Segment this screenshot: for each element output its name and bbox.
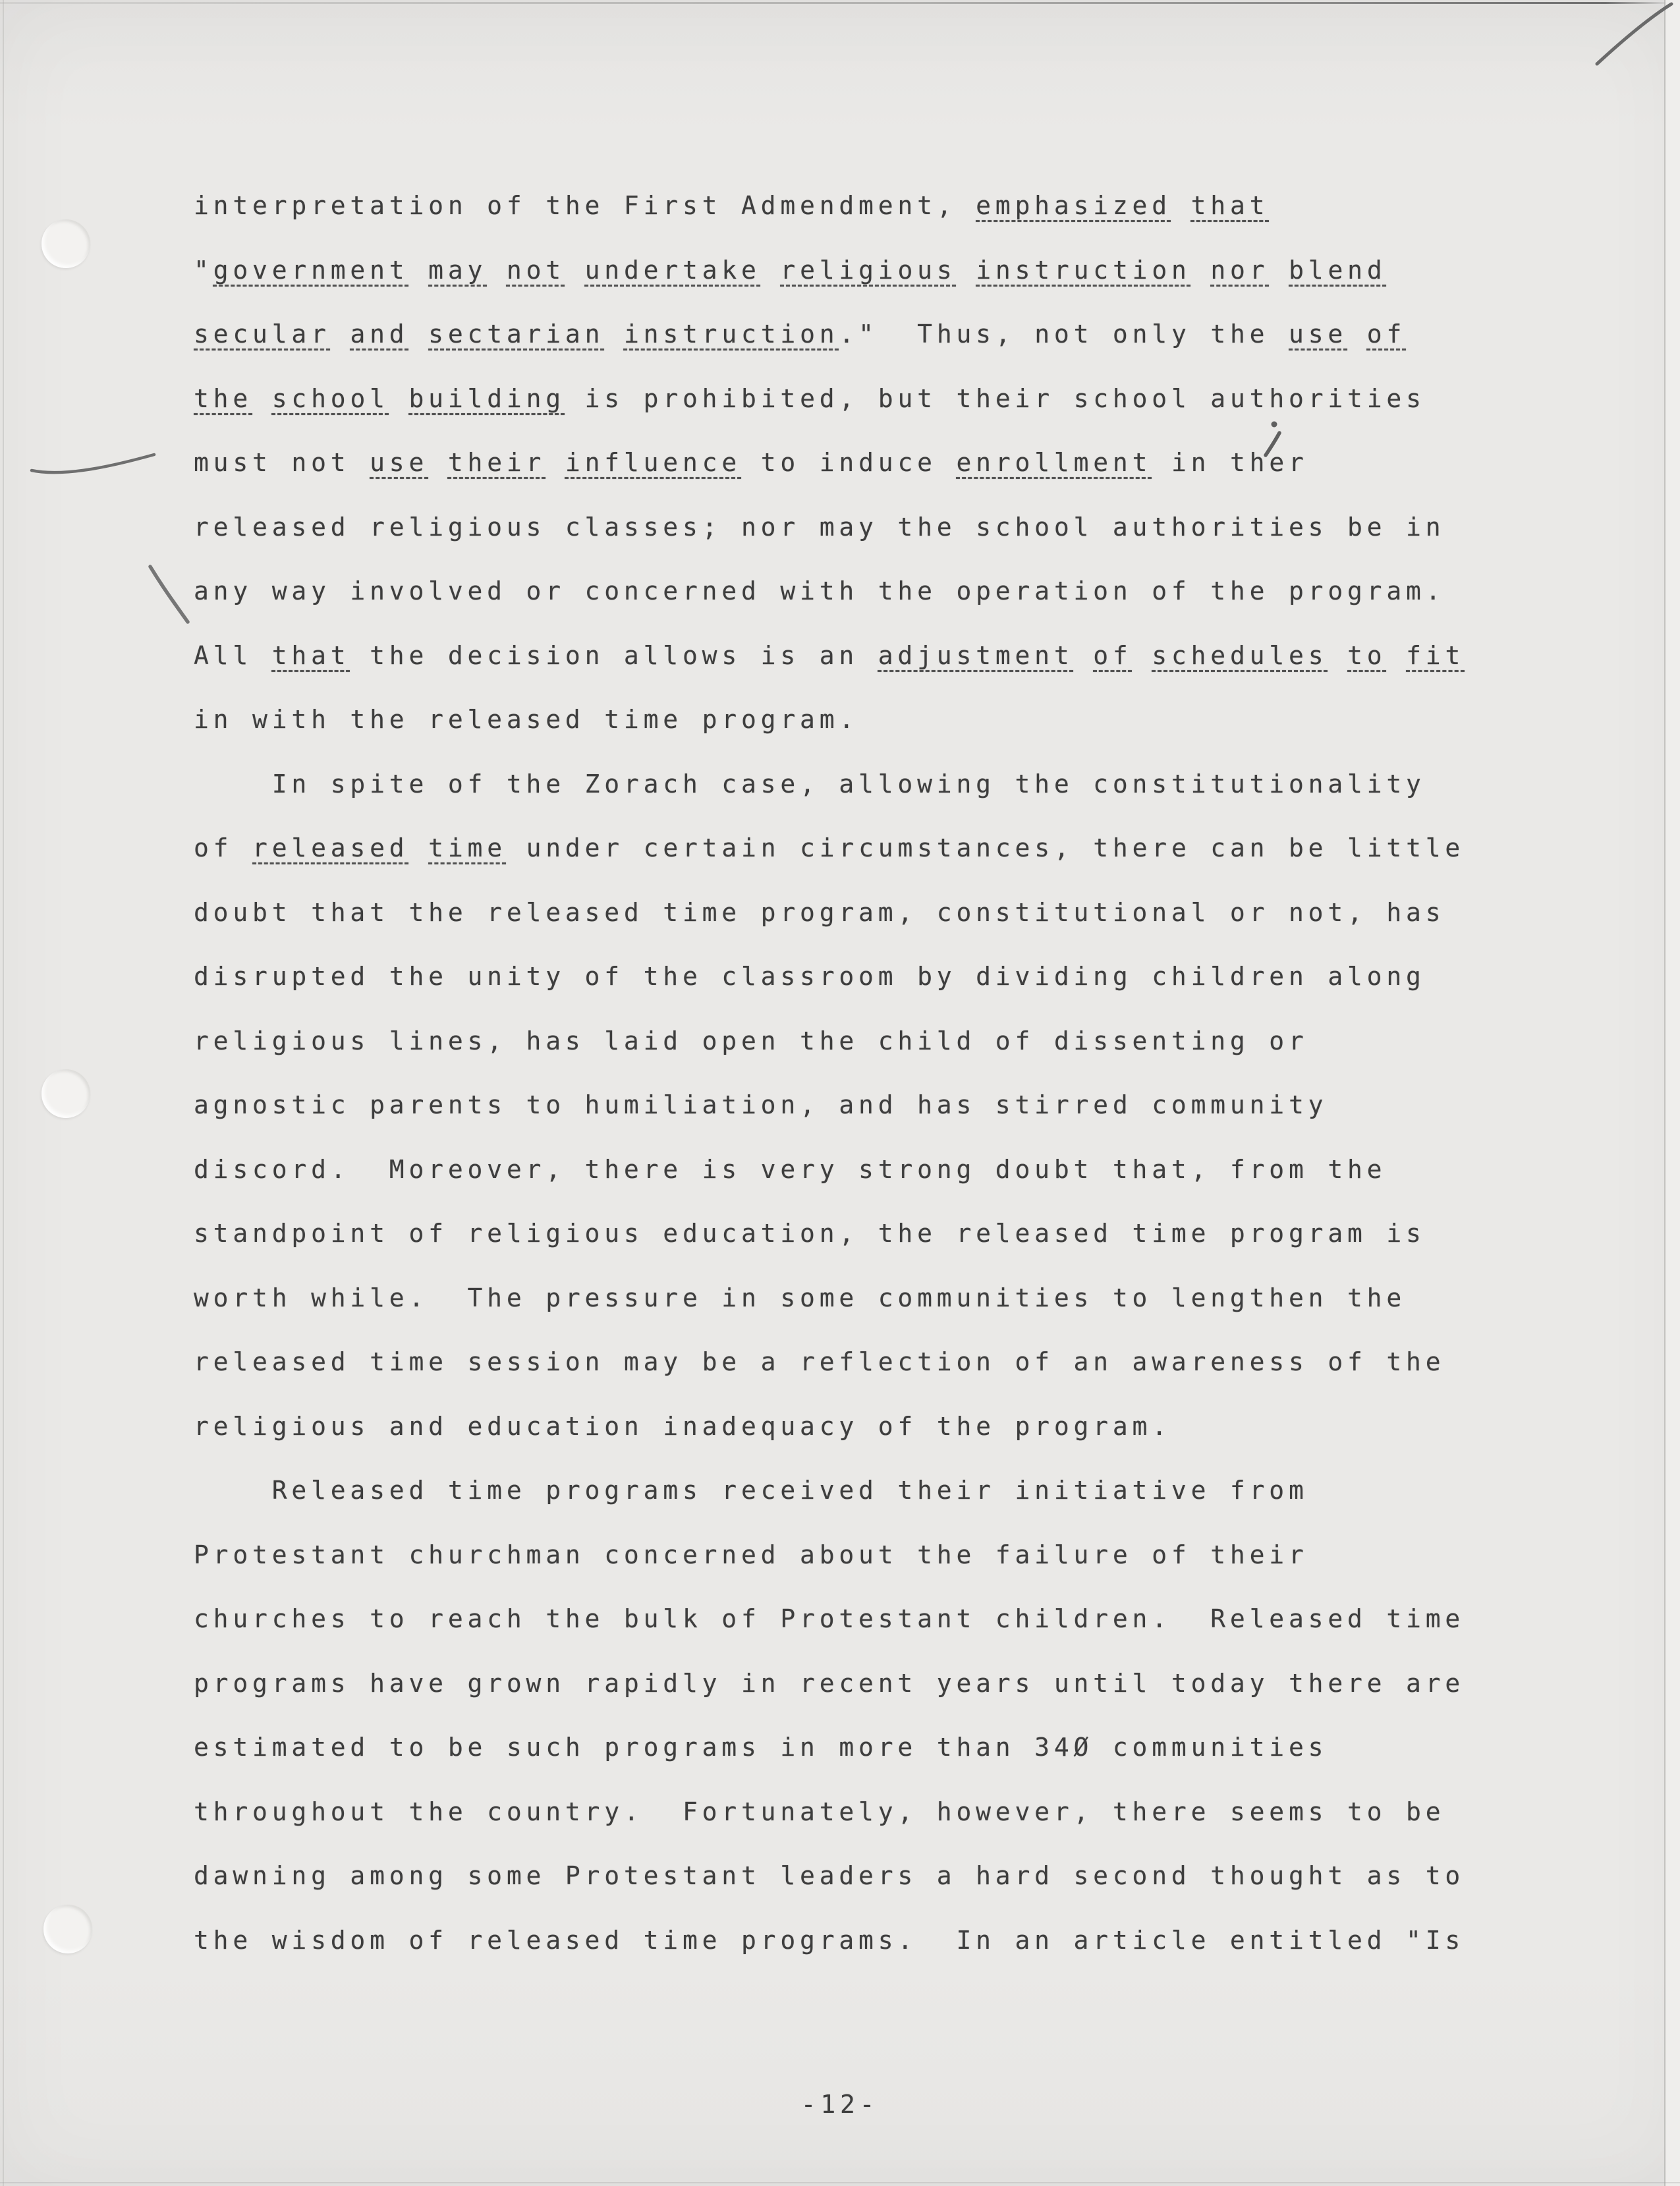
underlined-text-segment: not [506, 255, 565, 285]
typed-line [194, 1716, 1465, 1780]
text-segment [428, 448, 448, 477]
underlined-text-segment: may [428, 255, 488, 285]
text-segment: disrupted the unity of the classroom by dividing children along [194, 962, 1426, 991]
underlined-text-segment: released [252, 833, 409, 862]
scan-right-margin [1666, 0, 1680, 2186]
text-segment [408, 320, 428, 349]
typed-line [194, 688, 1465, 752]
text-segment: religious and education inadequacy of the program. [194, 1411, 1171, 1441]
text-segment: Released time programs received their initiative from [194, 1476, 1308, 1505]
text-segment [252, 384, 272, 413]
underlined-text-segment: to [1347, 640, 1387, 670]
text-segment [1133, 641, 1152, 670]
text-segment: All [194, 640, 272, 670]
underlined-text-segment: blend [1289, 255, 1387, 285]
text-segment: any way involved or concerned with the operation of the program. [194, 576, 1445, 605]
typed-line [194, 1909, 1465, 1973]
text-segment: the decision allows is an [350, 640, 878, 670]
text-segment: worth while. The pressure in some communities to lengthen the [194, 1283, 1407, 1312]
page-top-edge-shadow [0, 2, 1672, 4]
pencil-backslash-mark [150, 567, 188, 622]
text-segment: of [194, 833, 253, 862]
text-segment [565, 256, 585, 285]
typed-line [194, 174, 1465, 238]
typed-line [194, 495, 1465, 560]
underlined-text-segment: instruction [623, 320, 839, 349]
pencil-dash-mark [32, 455, 154, 472]
punch-hole-bottom [43, 1905, 92, 1953]
underlined-text-segment: the [194, 383, 253, 413]
typed-line [194, 1330, 1465, 1395]
typed-line [194, 1009, 1465, 1074]
text-segment [408, 256, 428, 285]
underlined-text-segment: schedules [1152, 640, 1328, 670]
underlined-text-segment: religious [780, 255, 957, 285]
text-segment: the wisdom of released time programs. In an article entitled "Is [194, 1925, 1465, 1955]
typed-line [194, 431, 1465, 495]
underlined-text-segment: school [271, 383, 389, 413]
typed-line [194, 1844, 1465, 1909]
typed-line [194, 367, 1465, 432]
underlined-text-segment: time [428, 833, 507, 862]
typed-line [194, 1073, 1465, 1138]
text-segment [1171, 191, 1191, 220]
text-segment: dawning among some Protestant leaders a hard second thought as to [194, 1861, 1465, 1890]
text-segment [331, 320, 350, 349]
underlined-text-segment: fit [1406, 640, 1465, 670]
text-segment [761, 256, 781, 285]
text-segment: estimated to be such programs in more than 34Ø communities [194, 1733, 1328, 1762]
text-segment [1074, 641, 1094, 670]
text-segment [957, 256, 976, 285]
text-segment [1269, 256, 1289, 285]
page-number: -12- [800, 2090, 880, 2119]
page-bottom-edge-shadow [0, 2182, 1680, 2183]
typed-line [194, 624, 1465, 688]
text-segment: standpoint of religious education, the released time program is [194, 1219, 1426, 1248]
typed-line [194, 816, 1465, 881]
underlined-text-segment: building [408, 383, 565, 413]
underlined-text-segment: instruction [976, 255, 1191, 285]
typed-line [194, 1652, 1465, 1716]
text-segment: religious lines, has laid open the child of dissenting or [194, 1026, 1308, 1055]
underlined-text-segment: secular [194, 320, 331, 349]
text-segment: ." Thus, not only the [839, 320, 1289, 349]
underlined-text-segment: of [1366, 320, 1407, 349]
text-segment: released religious classes; nor may the school authorities be in [194, 512, 1445, 542]
typed-line [194, 1395, 1465, 1459]
text-segment [389, 384, 409, 413]
underlined-text-segment: use [1289, 320, 1348, 349]
text-segment: throughout the country. Fortunately, however, there seems to be [194, 1797, 1445, 1826]
underlined-text-segment: and [350, 320, 409, 349]
text-segment: interpretation of the First Admendment, [194, 191, 976, 220]
underlined-text-segment: nor [1210, 255, 1270, 285]
typed-line [194, 1266, 1465, 1331]
text-segment: agnostic parents to humiliation, and has stirred community [194, 1090, 1328, 1119]
text-segment: doubt that the released time program, constitutional or not, has [194, 897, 1445, 927]
underlined-text-segment: influence [565, 448, 742, 477]
underlined-text-segment: undertake [584, 255, 761, 285]
text-segment: programs have grown rapidly in recent years until today there are [194, 1668, 1465, 1698]
text-segment [487, 256, 507, 285]
typed-line [194, 1459, 1465, 1523]
underlined-text-segment: sectarian [428, 320, 605, 349]
typed-line [194, 1202, 1465, 1266]
text-segment: churches to reach the bulk of Protestant children. Released time [194, 1604, 1465, 1633]
text-segment: under certain circumstances, there can be little [506, 833, 1465, 862]
underlined-text-segment: adjustment [878, 640, 1074, 670]
text-segment: in with the released time program. [194, 705, 859, 734]
typed-text-block [194, 174, 1465, 1973]
text-segment: discord. Moreover, there is very strong doubt that, from the [194, 1154, 1387, 1184]
typed-line [194, 302, 1465, 367]
underlined-text-segment: use [370, 448, 429, 477]
page-left-edge-shadow [3, 0, 4, 2186]
typed-line [194, 1138, 1465, 1202]
text-segment [546, 448, 565, 477]
underlined-text-segment: emphasized [976, 191, 1171, 220]
typed-line [194, 881, 1465, 945]
underlined-text-segment: that [1190, 191, 1270, 220]
text-segment: In spite of the Zorach case, allowing the constitutionality [194, 769, 1426, 799]
text-segment [604, 320, 624, 349]
text-segment [408, 833, 428, 862]
text-segment: " [194, 255, 213, 285]
punch-hole-middle [42, 1069, 90, 1118]
text-segment: in ther [1152, 448, 1308, 477]
typed-line [194, 1780, 1465, 1845]
underlined-text-segment: their [447, 448, 546, 477]
typed-line [194, 1523, 1465, 1588]
text-segment: to induce [741, 448, 957, 477]
underlined-text-segment: that [271, 640, 350, 670]
typed-line [194, 945, 1465, 1009]
text-segment: must not [194, 448, 370, 477]
typed-line [194, 1587, 1465, 1652]
text-segment [1328, 641, 1347, 670]
text-segment [1347, 320, 1367, 349]
text-segment: is prohibited, but their school authorities [565, 383, 1426, 413]
text-segment [1191, 256, 1211, 285]
typed-line [194, 238, 1465, 303]
underlined-text-segment: enrollment [956, 448, 1152, 477]
page-right-edge-shadow [1664, 0, 1666, 2186]
typed-line [194, 559, 1465, 624]
underlined-text-segment: of [1093, 640, 1133, 670]
underlined-text-segment: government [213, 255, 409, 285]
text-segment [1386, 641, 1406, 670]
pencil-slash-mark [1597, 4, 1671, 64]
text-segment: released time session may be a reflection of an awareness of the [194, 1347, 1445, 1376]
punch-hole-top [42, 219, 90, 268]
text-segment: Protestant churchman concerned about the failure of their [194, 1540, 1308, 1569]
typed-line [194, 752, 1465, 817]
